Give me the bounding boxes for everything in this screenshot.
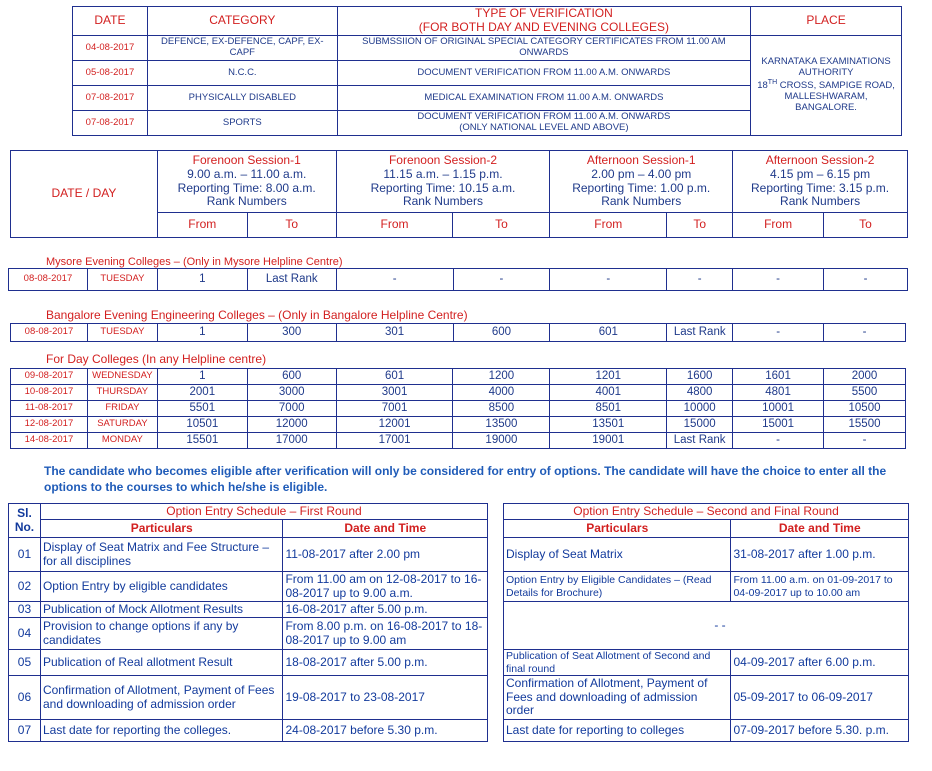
- s4-from-cell: -: [733, 324, 824, 342]
- second-round-table: [503, 503, 909, 742]
- date-time-cell: 04-09-2017 after 6.00 p.m.: [731, 650, 909, 676]
- s3-from-cell: -: [550, 269, 667, 291]
- table-row: [11, 401, 906, 417]
- day-cell: SATURDAY: [87, 417, 157, 433]
- s3-from-cell: 19001: [550, 433, 667, 449]
- verification-category: SPORTS: [147, 111, 337, 136]
- s4-from-cell: 15001: [733, 417, 824, 433]
- s3-from-cell: 4001: [550, 385, 667, 401]
- verification-date: 07-08-2017: [73, 111, 148, 136]
- s2-from-cell: 17001: [336, 433, 453, 449]
- table-row: [9, 676, 488, 720]
- mysore-table: [8, 268, 908, 291]
- verification-date: 07-08-2017: [73, 86, 148, 111]
- s3-to-cell: 10000: [667, 401, 733, 417]
- s4-to-cell: -: [824, 269, 908, 291]
- day-cell: MONDAY: [87, 433, 157, 449]
- date-time-cell: From 11.00 a.m. on 01-09-2017 to 04-09-2017 up to 10.00 am: [731, 572, 909, 602]
- sl-no-cell: 06: [9, 676, 41, 720]
- sl-no-cell: 03: [9, 602, 41, 618]
- s3-to-cell: Last Rank: [667, 324, 733, 342]
- table-row: [9, 538, 488, 572]
- from-header: From: [336, 213, 453, 238]
- s4-to-cell: 2000: [824, 369, 906, 385]
- date-cell: 12-08-2017: [11, 417, 88, 433]
- session-header-table: [10, 150, 908, 238]
- day-cell: FRIDAY: [87, 401, 157, 417]
- s4-from-cell: 10001: [733, 401, 824, 417]
- verification-category: DEFENCE, EX-DEFENCE, CAPF, EX-CAPF: [147, 36, 337, 61]
- particulars-cell: Last date for reporting the colleges.: [40, 720, 283, 742]
- date-time-cell: From 11.00 am on 12-08-2017 to 16-08-2017 up to 9.00 a.m.: [283, 572, 488, 602]
- bangalore-title: Bangalore Evening Engineering Colleges – (Only in Bangalore Helpline Centre): [46, 308, 468, 322]
- s4-from-cell: -: [733, 433, 824, 449]
- s1-to-cell: 7000: [247, 401, 336, 417]
- s2-from-cell: 7001: [336, 401, 453, 417]
- s1-to-cell: 12000: [247, 417, 336, 433]
- table-row: [9, 572, 488, 602]
- header-type: TYPE OF VERIFICATION (FOR BOTH DAY AND EVENING COLLEGES): [337, 7, 750, 36]
- date-cell: 08-08-2017: [11, 324, 88, 342]
- session-header: Afternoon Session-2 4.15 pm – 6.15 pm Reporting Time: 3.15 p.m. Rank Numbers: [733, 151, 908, 213]
- s4-to-cell: 15500: [824, 417, 906, 433]
- s2-to-cell: -: [453, 269, 550, 291]
- table-row: [9, 618, 488, 650]
- sl-no-header: Sl. No.: [9, 504, 41, 538]
- sl-no-cell: 05: [9, 650, 41, 676]
- s4-from-cell: 4801: [733, 385, 824, 401]
- particulars-cell: Confirmation of Allotment, Payment of Fees and downloading of admission order: [504, 676, 731, 720]
- s3-from-cell: 8501: [550, 401, 667, 417]
- s2-from-cell: 12001: [336, 417, 453, 433]
- day-colleges-table: [10, 368, 906, 449]
- s3-to-cell: -: [667, 269, 733, 291]
- header-category: CATEGORY: [147, 7, 337, 36]
- table-row: [11, 369, 906, 385]
- date-day-header: DATE / DAY: [11, 151, 158, 238]
- s2-to-cell: 1200: [453, 369, 550, 385]
- table-row: [9, 650, 488, 676]
- s3-to-cell: 4800: [667, 385, 733, 401]
- table-row: [504, 538, 909, 572]
- verification-date: 04-08-2017: [73, 36, 148, 61]
- date-time-cell: 19-08-2017 to 23-08-2017: [283, 676, 488, 720]
- date-time-cell: 31-08-2017 after 1.00 p.m.: [731, 538, 909, 572]
- to-header: To: [824, 213, 908, 238]
- from-header: From: [550, 213, 667, 238]
- date-time-cell: 16-08-2017 after 5.00 p.m.: [283, 602, 488, 618]
- particulars-cell: Provision to change options if any by candidates: [40, 618, 283, 650]
- particulars-cell: Display of Seat Matrix and Fee Structure – for all disciplines: [40, 538, 283, 572]
- s1-to-cell: 300: [247, 324, 336, 342]
- s1-from-cell: 2001: [157, 385, 247, 401]
- table-row: [504, 720, 909, 742]
- from-header: From: [733, 213, 824, 238]
- from-header: From: [157, 213, 247, 238]
- table-row: [504, 602, 909, 650]
- s2-from-cell: -: [336, 269, 453, 291]
- sl-no-cell: 01: [9, 538, 41, 572]
- date-cell: 09-08-2017: [11, 369, 88, 385]
- date-cell: 10-08-2017: [11, 385, 88, 401]
- session-header: Afternoon Session-1 2.00 pm – 4.00 pm Reporting Time: 1.00 p.m. Rank Numbers: [550, 151, 733, 213]
- s3-to-cell: Last Rank: [667, 433, 733, 449]
- particulars-cell: Confirmation of Allotment, Payment of Fees and downloading of admission order: [40, 676, 283, 720]
- s1-to-cell: Last Rank: [247, 269, 336, 291]
- to-header: To: [667, 213, 733, 238]
- date-time-cell: From 8.00 p.m. on 16-08-2017 to 18-08-2017 up to 9.00 am: [283, 618, 488, 650]
- day-cell: THURSDAY: [87, 385, 157, 401]
- date-time-cell: 18-08-2017 after 5.00 p.m.: [283, 650, 488, 676]
- day-cell: TUESDAY: [87, 269, 157, 291]
- session-header: Forenoon Session-2 11.15 a.m. – 1.15 p.m. Reporting Time: 10.15 a.m. Rank Numbers: [336, 151, 550, 213]
- particulars-header: Particulars: [40, 520, 283, 538]
- s1-to-cell: 17000: [247, 433, 336, 449]
- date-time-cell: 05-09-2017 to 06-09-2017: [731, 676, 909, 720]
- table-row: [11, 385, 906, 401]
- s3-from-cell: 601: [550, 324, 667, 342]
- day-cell: TUESDAY: [87, 324, 157, 342]
- date-time-cell: 11-08-2017 after 2.00 pm: [283, 538, 488, 572]
- s3-from-cell: 1201: [550, 369, 667, 385]
- s2-to-cell: 600: [453, 324, 550, 342]
- s4-to-cell: 10500: [824, 401, 906, 417]
- sl-no-cell: 02: [9, 572, 41, 602]
- verification-type: MEDICAL EXAMINATION FROM 11.00 A.M. ONWARDS: [337, 86, 750, 111]
- table-row: [9, 269, 908, 291]
- particulars-cell: Publication of Seat Allotment of Second and final round: [504, 650, 731, 676]
- verification-type: DOCUMENT VERIFICATION FROM 11.00 A.M. ONWARDS: [337, 61, 750, 86]
- s1-from-cell: 5501: [157, 401, 247, 417]
- s3-to-cell: 1600: [667, 369, 733, 385]
- s1-from-cell: 10501: [157, 417, 247, 433]
- particulars-cell: Last date for reporting to colleges: [504, 720, 731, 742]
- eligibility-note: The candidate who becomes eligible after verification will only be considered for entry of options. The candidate will have the choice to enter all the options to the courses to which he/she is eligible.: [44, 464, 887, 494]
- verification-table: [72, 6, 902, 136]
- verification-category: PHYSICALLY DISABLED: [147, 86, 337, 111]
- to-header: To: [247, 213, 336, 238]
- table-row: [504, 572, 909, 602]
- particulars-cell: Publication of Real allotment Result: [40, 650, 283, 676]
- date-time-cell: 07-09-2017 before 5.30. p.m.: [731, 720, 909, 742]
- day-colleges-title: For Day Colleges (In any Helpline centre): [46, 352, 267, 366]
- s2-to-cell: 4000: [453, 385, 550, 401]
- table-row: [504, 650, 909, 676]
- day-cell: WEDNESDAY: [87, 369, 157, 385]
- table-row: [9, 602, 488, 618]
- verification-date: 05-08-2017: [73, 61, 148, 86]
- s1-to-cell: 3000: [247, 385, 336, 401]
- header-date: DATE: [73, 7, 148, 36]
- s2-to-cell: 13500: [453, 417, 550, 433]
- particulars-header: Particulars: [504, 520, 731, 538]
- sl-no-cell: 07: [9, 720, 41, 742]
- date-cell: 11-08-2017: [11, 401, 88, 417]
- date-cell: 14-08-2017: [11, 433, 88, 449]
- s2-from-cell: 601: [336, 369, 453, 385]
- s2-to-cell: 8500: [453, 401, 550, 417]
- mysore-title: Mysore Evening Colleges – (Only in Mysore Helpline Centre): [46, 256, 343, 268]
- date-time-header: Date and Time: [283, 520, 488, 538]
- verification-category: N.C.C.: [147, 61, 337, 86]
- bangalore-table: [10, 323, 906, 342]
- table-row: [11, 433, 906, 449]
- session-header: Forenoon Session-1 9.00 a.m. – 11.00 a.m. Reporting Time: 8.00 a.m. Rank Numbers: [157, 151, 336, 213]
- first-round-title: Option Entry Schedule – First Round: [40, 504, 487, 520]
- table-row: [9, 720, 488, 742]
- particulars-cell: - -: [504, 602, 909, 650]
- particulars-cell: Display of Seat Matrix: [504, 538, 731, 572]
- s3-from-cell: 13501: [550, 417, 667, 433]
- s4-to-cell: 5500: [824, 385, 906, 401]
- table-row: [504, 676, 909, 720]
- table-row: [11, 324, 906, 342]
- first-round-table: [8, 503, 488, 742]
- s3-to-cell: 15000: [667, 417, 733, 433]
- s1-from-cell: 15501: [157, 433, 247, 449]
- s1-to-cell: 600: [247, 369, 336, 385]
- s2-to-cell: 19000: [453, 433, 550, 449]
- date-time-cell: 24-08-2017 before 5.30 p.m.: [283, 720, 488, 742]
- s4-from-cell: -: [733, 269, 824, 291]
- particulars-cell: Option Entry by eligible candidates: [40, 572, 283, 602]
- s4-to-cell: -: [824, 324, 906, 342]
- header-place: PLACE: [751, 7, 902, 36]
- s1-from-cell: 1: [157, 324, 247, 342]
- table-row: [11, 417, 906, 433]
- sl-no-cell: 04: [9, 618, 41, 650]
- second-round-title: Option Entry Schedule – Second and Final Round: [504, 504, 909, 520]
- date-cell: 08-08-2017: [9, 269, 88, 291]
- s4-from-cell: 1601: [733, 369, 824, 385]
- verification-type: SUBMSSIION OF ORIGINAL SPECIAL CATEGORY CERTIFICATES FROM 11.00 AM ONWARDS: [337, 36, 750, 61]
- particulars-cell: Publication of Mock Allotment Results: [40, 602, 283, 618]
- verification-type: DOCUMENT VERIFICATION FROM 11.00 A.M. ONWARDS (ONLY NATIONAL LEVEL AND ABOVE): [337, 111, 750, 136]
- verification-place: KARNATAKA EXAMINATIONS AUTHORITY 18TH CROSS, SAMPIGE ROAD, MALLESHWARAM, BANGALORE.: [751, 36, 902, 136]
- s4-to-cell: -: [824, 433, 906, 449]
- particulars-cell: Option Entry by Eligible Candidates – (Read Details for Brochure): [504, 572, 731, 602]
- s1-from-cell: 1: [157, 369, 247, 385]
- s1-from-cell: 1: [157, 269, 247, 291]
- to-header: To: [453, 213, 550, 238]
- s2-from-cell: 301: [336, 324, 453, 342]
- date-time-header: Date and Time: [731, 520, 909, 538]
- s2-from-cell: 3001: [336, 385, 453, 401]
